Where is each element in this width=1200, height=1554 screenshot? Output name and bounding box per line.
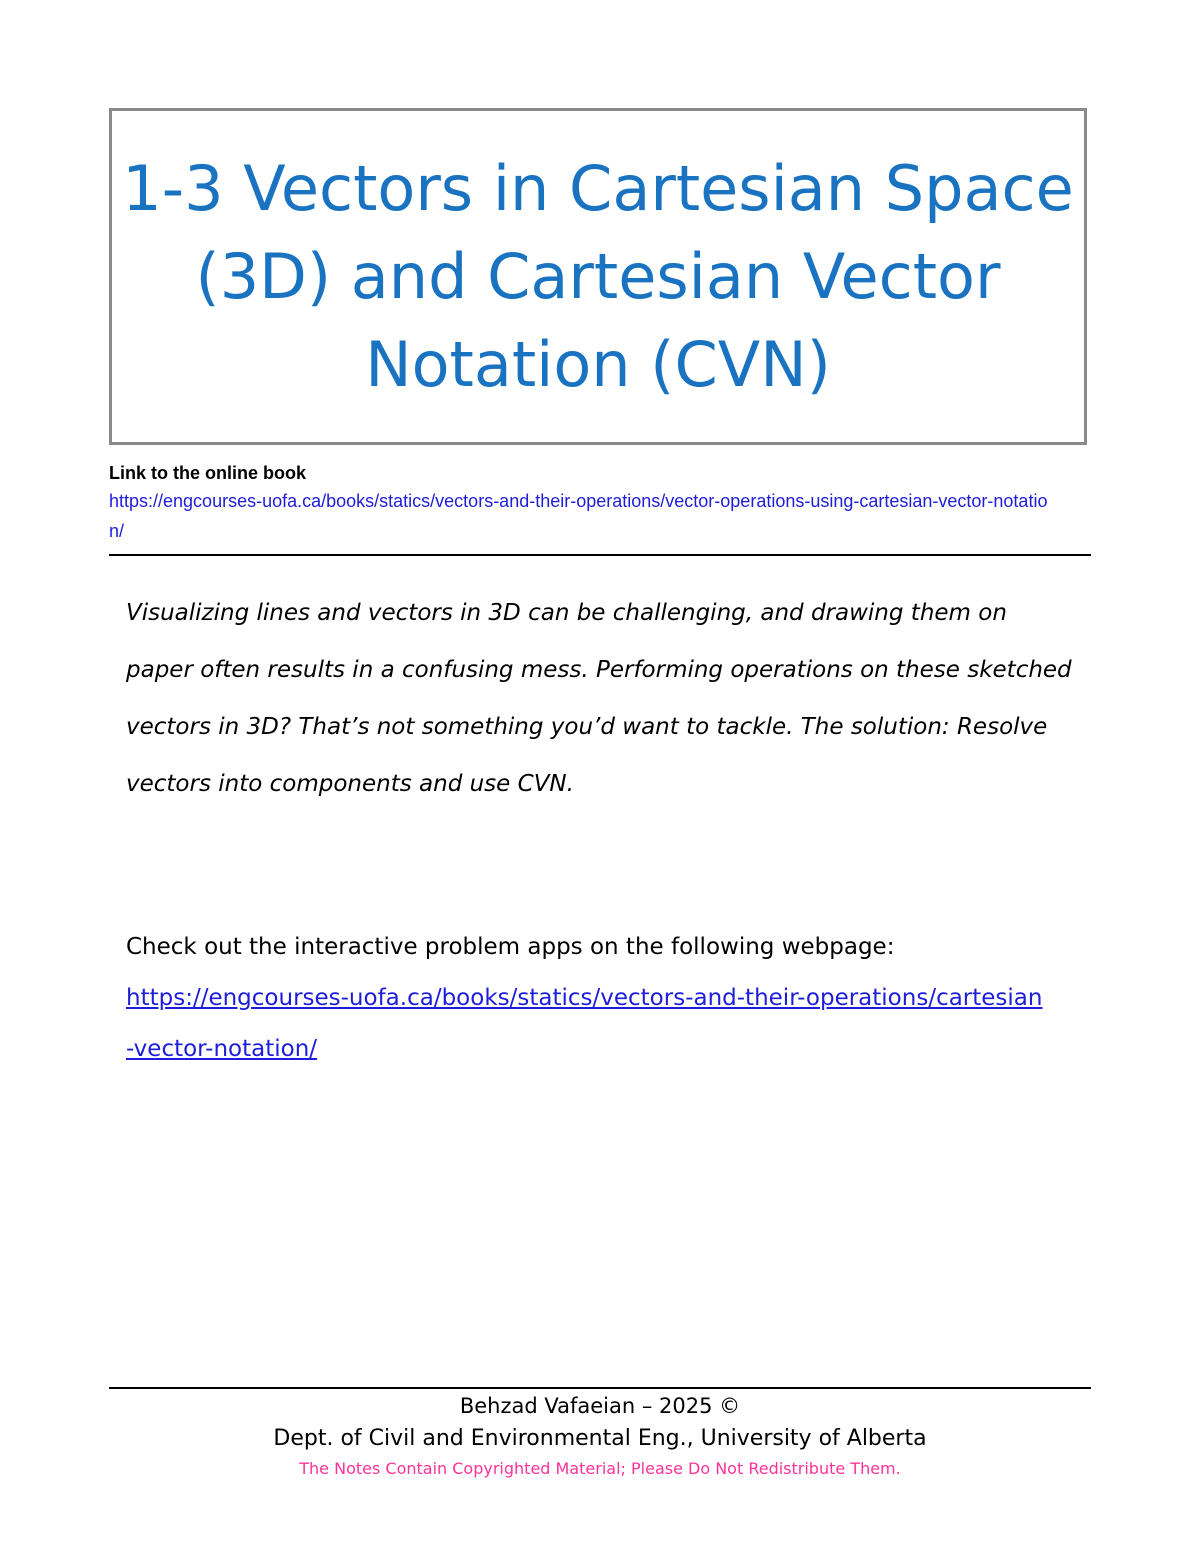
title-box <box>109 108 1087 445</box>
online-book-link-block <box>109 460 1089 546</box>
apps-section <box>126 922 1076 1075</box>
online-book-link[interactable]: https://engcourses-uofa.ca/books/statics/vectors-and-their-operations/vector-operations-using-cartesian-vector-notation/ <box>109 491 1048 541</box>
online-book-label: Link to the online book <box>109 463 306 483</box>
apps-text: Check out the interactive problem apps on the following webpage: <box>126 934 895 960</box>
page-title: 1-3 Vectors in Cartesian Space (3D) and Cartesian Vector Notation (CVN) <box>122 151 1074 401</box>
footer <box>0 1388 1200 1482</box>
copyright-notice: The Notes Contain Copyrighted Material; Please Do Not Redistribute Them. <box>299 1459 901 1478</box>
apps-link[interactable]: https://engcourses-uofa.ca/books/statics/vectors-and-their-operations/cartesian-vector-notation/ <box>126 985 1043 1062</box>
intro-paragraph: Visualizing lines and vectors in 3D can be challenging, and drawing them on paper often results in a confusing mess. Performing operations on these sketched vectors in 3D? That’s not something you’d want to tackle. The solution: Resolve vectors into components and use CVN. <box>126 600 1072 797</box>
footer-department: Dept. of Civil and Environmental Eng., University of Alberta <box>273 1426 927 1451</box>
top-divider <box>109 554 1091 556</box>
footer-author: Behzad Vafaeian – 2025 © <box>459 1394 741 1418</box>
